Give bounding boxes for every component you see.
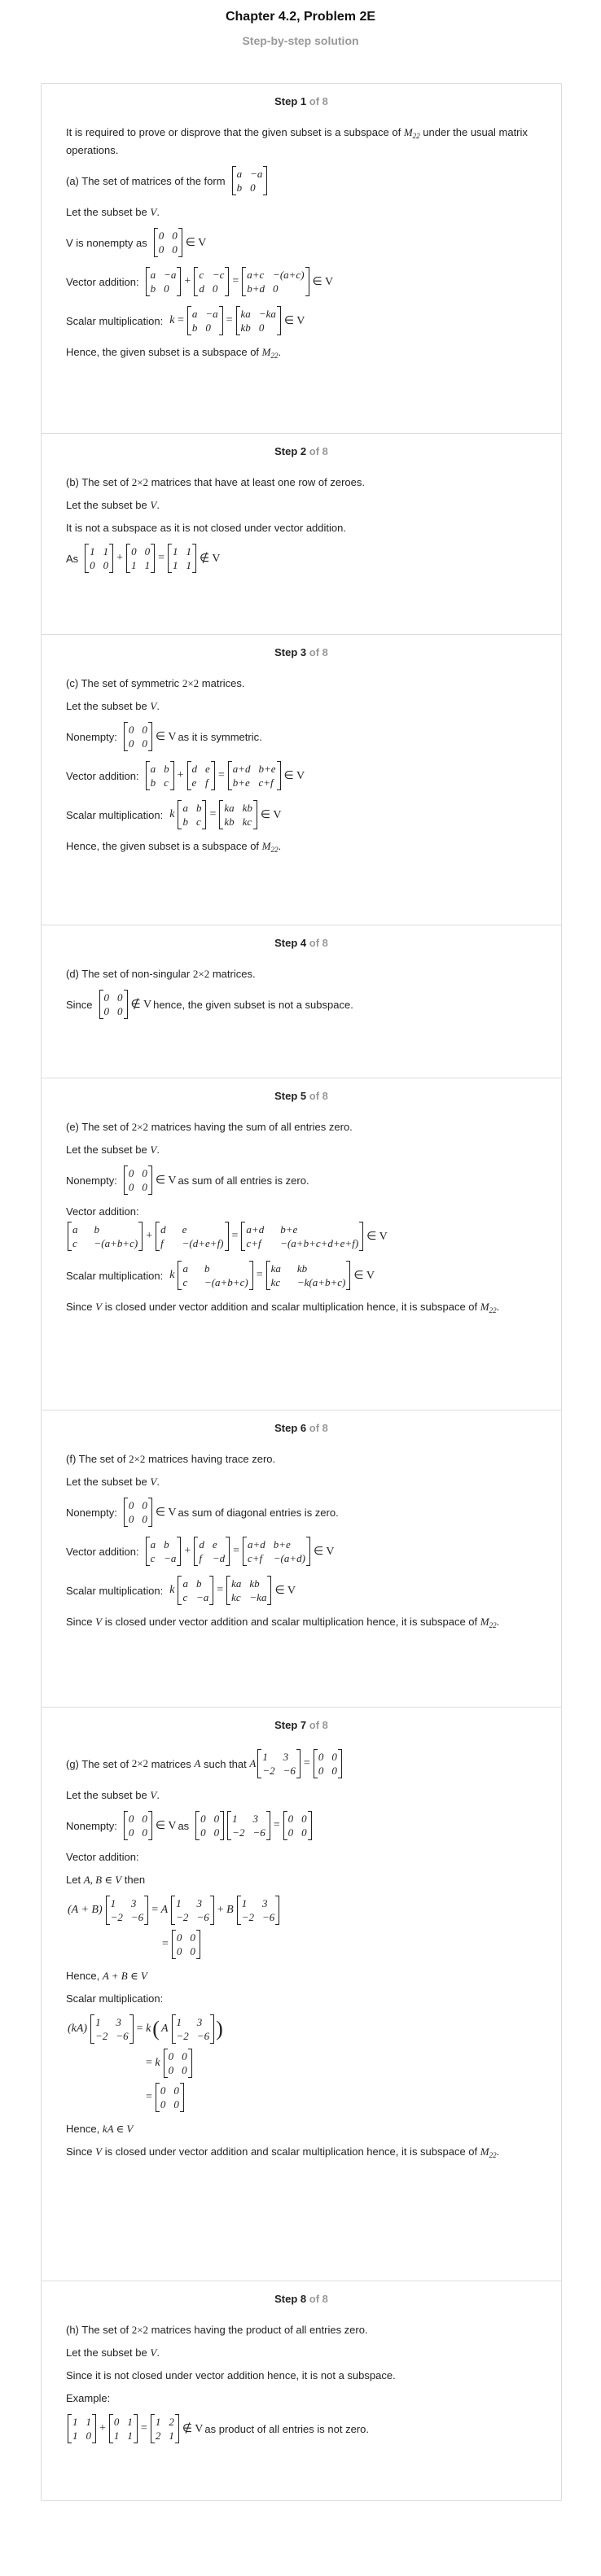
conclusion: Hence, the given subset is a subspace of $M_{22}$.	[66, 346, 282, 360]
step-header: Step 4 of 8	[274, 937, 328, 949]
page-subtitle: Step-by-step solution	[242, 34, 359, 47]
step-4: Step 4 of 8 (d) The set of non-singular 2×2 matrices. Since 0 0 0 0 ∉ V hence, the given subset is not a subspace.	[42, 925, 561, 1078]
step-2: Step 2 of 8 (b) The set of 2×2 matrices that have at least one row of zeroes. Let the subset be V. It is not a subspace as it is not closed under vector addition. As 1 1 0 0 + 0 0 1 1 = 1 1 1 1 ∉ V	[42, 433, 561, 634]
intro-text: It is required to prove or disprove that the given subset is a subspace of $M_{22}$ under the usual matrix operations.	[66, 126, 528, 156]
step-header: Step 3 of 8	[274, 646, 328, 658]
counterexample-row: As 1 1 0 0 + 0 0 1 1 = 1 1 1 1 ∉ V	[66, 545, 221, 571]
step-header: Step 6 of 8	[274, 1422, 328, 1434]
solution-steps	[41, 83, 562, 2501]
step-header	[66, 84, 537, 125]
step-7: Step 7 of 8 (g) The set of 2×2 matrices A such that A 1 3 −2 −6 = 0 0 0 0 Let the subset be V. Nonempty: 0 0 0 0 ∈ V as 0 0 0 0 1 3 −2 −6 = 0 0 0 0 Vector addition: Let A, B ∈ V then (A + B) 1 3 −2 −6 = A 1 3 −2 −6 + B 1 3 −2 −6 = 0 0 0 0 Hence, A + B ∈ V Scalar multiplication: (kA) 1 3 −2 −6 = k ( A 1 3 −2 −6 ) = k 0 0 0 0 = 0 0 0 0 Hence, kA ∈ V Since V is closed under vector addition and scalar multiplication hence, it is subspace of $M_{22}$.	[42, 1707, 561, 2281]
step-number: 1	[300, 95, 307, 107]
step-3: Step 3 of 8 (c) The set of symmetric 2×2 matrices. Let the subset be V. Nonempty: 0 0 0 0 ∈ V as it is symmetric. Vector addition: a b b c + d e e f = a+d b+e b+e c+f ∈ V Scalar multiplication: k a b b c = ka kb kb kc ∈ V Hence, the given subset is a subspace of $M_{22}$.	[42, 634, 561, 925]
matrix: a −a b 0	[232, 166, 268, 195]
vector-addition-row: Vector addition: a −a b 0 + c −c d 0 = a+c −(a+c) b+d 0 ∈ V	[66, 269, 334, 295]
step-header: Step 2 of 8	[274, 445, 328, 457]
step-6: Step 6 of 8 (f) The set of 2×2 matrices having trace zero. Let the subset be V. Nonempty: 0 0 0 0 ∈ V as sum of diagonal entries is zero. Vector addition: a b c −a + d e f −d = a+d b+e c+f −(a+d) ∈ V Scalar multiplication: k a b c −a = ka kb kc −ka ∈ V Since V is closed under vector addition and scalar multiplication hence, it is subspace of $M_{22}$.	[42, 1410, 561, 1707]
part-a-statement: (a) The set of matrices of the form a −a b 0	[66, 166, 537, 195]
page-title: Chapter 4.2, Problem 2E	[225, 10, 376, 24]
step-header: Step 8 of 8	[274, 2293, 328, 2305]
zero-matrix: 0 0 0 0	[154, 228, 182, 257]
step-header: Step 5 of 8	[274, 1090, 328, 1102]
step-of: of 8	[309, 95, 328, 107]
step-8: Step 8 of 8 (h) The set of 2×2 matrices having the product of all entries zero. Let the subset be V. Since it is not closed under vector addition hence, it is not a subspace. Example: 1 1 1 0 + 0 1 1 1 = 1 2 2 1 ∉ V as product of all entries is not zero.	[42, 2281, 561, 2500]
step-word: Step	[274, 95, 298, 107]
step-header: Step 7 of 8	[274, 1719, 328, 1731]
step-1: Step 1 of 8 It is required to prove or disprove that the given subset is a subspace of $M_{22}$ under the usual matrix operations. (a) The set of matrices of the form a −a b 0 Let the subset be V. V is nonempty as 0 0 0 0 ∈ V Vector addition: a −a b 0 + c −c d 0 = a+c −(a+c) b+d 0 ∈ V Scalar multiplication: k = a −a b 0 = ka −ka kb 0 ∈ V Hence, the given subset is a subspace of $M_{22}$.	[42, 84, 561, 433]
scalar-multiplication-row: Scalar multiplication: k = a −a b 0 = ka −ka kb 0 ∈ V	[66, 308, 305, 334]
nonempty-row: V is nonempty as 0 0 0 0 ∈ V	[66, 230, 207, 256]
step-5: Step 5 of 8 (e) The set of 2×2 matrices having the sum of all entries zero. Let the subset be V. Nonempty: 0 0 0 0 ∈ V as sum of all entries is zero. Vector addition: a b c −(a+b+c) + d e f −(d+e+f) = a+d b+e c+f −(a+b+c+d+e+f) ∈ V Scalar multiplication: k a b c −(a+b+c) = ka kb kc −k(a+b+c) ∈ V Since V is closed under vector addition and scalar multiplication hence, it is subspace of $M_{22}$.	[42, 1078, 561, 1410]
